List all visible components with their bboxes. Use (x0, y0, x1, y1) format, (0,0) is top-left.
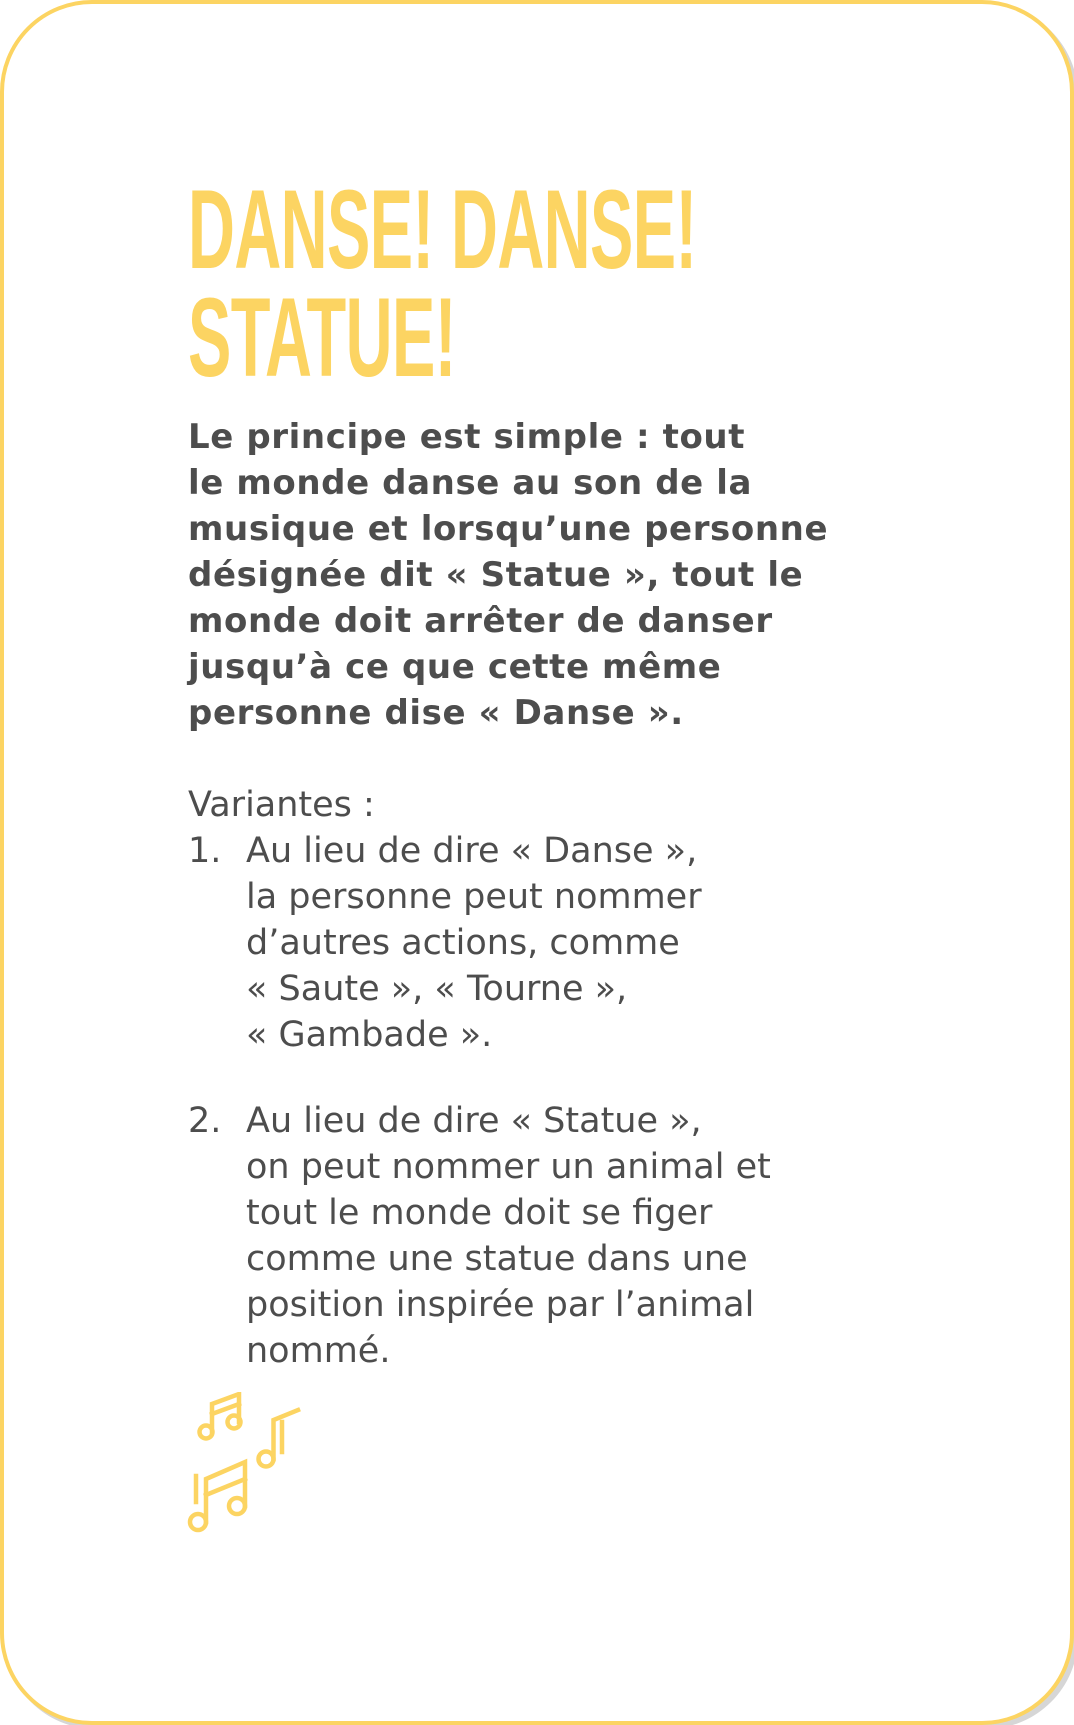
variant-line: comme une statue dans une (246, 1239, 748, 1279)
variant-line: Au lieu de dire « Danse », (246, 831, 698, 871)
intro-line: personne dise « Danse ». (188, 693, 684, 733)
variant-line: Au lieu de dire « Statue », (246, 1101, 702, 1141)
variant-line: on peut nommer un animal et (246, 1147, 771, 1187)
intro-line: Le principe est simple : tout (188, 417, 746, 457)
card-title (188, 167, 697, 400)
variant-line: « Gambade ». (246, 1015, 493, 1055)
intro-line: monde doit arrêter de danser (188, 601, 773, 641)
variant-number: 2. (188, 1101, 222, 1141)
variant-line: tout le monde doit se figer (246, 1193, 713, 1233)
intro-line: jusqu’à ce que cette même (188, 647, 722, 687)
intro-line: désignée dit « Statue », tout le (188, 555, 804, 595)
variant-line: nommé. (246, 1331, 391, 1371)
variant-line: « Saute », « Tourne », (246, 969, 628, 1009)
variant-number: 1. (188, 831, 222, 871)
title-line: DANSE! DANSE! (188, 167, 697, 292)
intro-line: musique et lorsqu’une personne (188, 509, 829, 549)
variant-line: position inspirée par l’animal (246, 1285, 755, 1325)
intro-paragraph (188, 414, 868, 736)
intro-line: le monde danse au son de la (188, 463, 753, 503)
title-line: STATUE! (188, 275, 456, 400)
variants-heading: Variantes : (188, 785, 375, 825)
music-notes-icon (186, 1392, 306, 1542)
variant-line: d’autres actions, comme (246, 923, 680, 963)
variant-line: la personne peut nommer (246, 877, 702, 917)
